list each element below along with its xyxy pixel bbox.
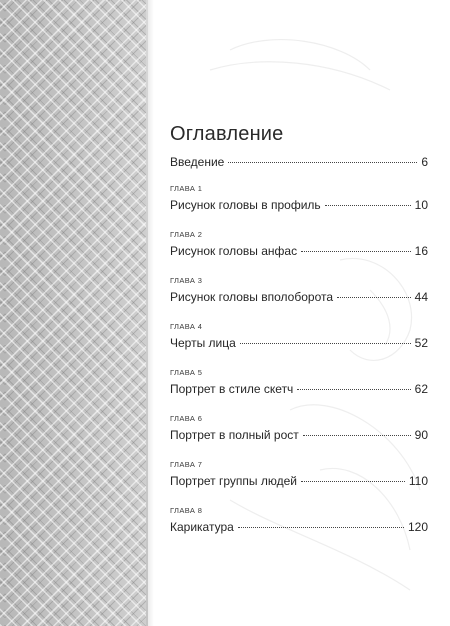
toc-entry-chapter-7[interactable] — [170, 474, 428, 489]
toc-entry-title: Рисунок головы в профиль — [170, 198, 321, 212]
dot-leader — [325, 205, 411, 206]
dot-leader — [240, 343, 411, 344]
dot-leader — [238, 527, 404, 528]
chapter-label: ГЛАВА 2 — [170, 230, 203, 239]
toc-entry-page: 6 — [421, 155, 428, 169]
toc-entry-page: 44 — [414, 290, 428, 304]
table-of-contents — [170, 122, 428, 552]
dot-leader — [303, 435, 411, 436]
toc-entry-page: 10 — [414, 198, 428, 212]
toc-entry-title: Карикатура — [170, 520, 234, 534]
chapter-label: ГЛАВА 8 — [170, 506, 203, 515]
toc-entry-title: Портрет в полный рост — [170, 428, 299, 442]
chapter-label: ГЛАВА 3 — [170, 276, 203, 285]
decorative-pattern-strip — [0, 0, 148, 626]
page-fold-shadow — [148, 0, 154, 626]
dot-leader — [301, 251, 411, 252]
dot-leader — [337, 297, 411, 298]
dot-leader — [301, 481, 405, 482]
toc-entry-intro[interactable] — [170, 155, 428, 170]
toc-entry-title: Рисунок головы вполоборота — [170, 290, 334, 304]
chapter-label: ГЛАВА 6 — [170, 414, 203, 423]
toc-entry-chapter-2[interactable] — [170, 244, 428, 259]
toc-entry-chapter-4[interactable] — [170, 336, 428, 351]
toc-entry-title: Портрет в стиле скетч — [170, 382, 294, 396]
toc-entry-page: 52 — [414, 336, 428, 350]
toc-entry-chapter-3[interactable] — [170, 290, 428, 305]
toc-entry-title: Введение — [170, 155, 225, 169]
chapter-label: ГЛАВА 5 — [170, 368, 203, 377]
chapter-label: ГЛАВА 4 — [170, 322, 203, 331]
toc-entry-chapter-6[interactable] — [170, 428, 428, 443]
toc-entry-page: 90 — [414, 428, 428, 442]
chapter-label: ГЛАВА 1 — [170, 184, 203, 193]
toc-entry-title: Портрет группы людей — [170, 474, 297, 488]
toc-entry-title: Рисунок головы анфас — [170, 244, 298, 258]
toc-entry-chapter-5[interactable] — [170, 382, 428, 397]
toc-entry-chapter-8[interactable] — [170, 520, 428, 535]
toc-entry-title: Черты лица — [170, 336, 236, 350]
chapter-label: ГЛАВА 7 — [170, 460, 203, 469]
toc-entry-page: 62 — [414, 382, 428, 396]
toc-entry-page: 120 — [407, 520, 428, 534]
dot-leader — [228, 162, 417, 163]
toc-entry-page: 16 — [414, 244, 428, 258]
toc-entry-chapter-1[interactable] — [170, 198, 428, 213]
toc-title: Оглавление — [170, 123, 284, 145]
dot-leader — [297, 389, 410, 390]
toc-entry-page: 110 — [408, 474, 428, 488]
